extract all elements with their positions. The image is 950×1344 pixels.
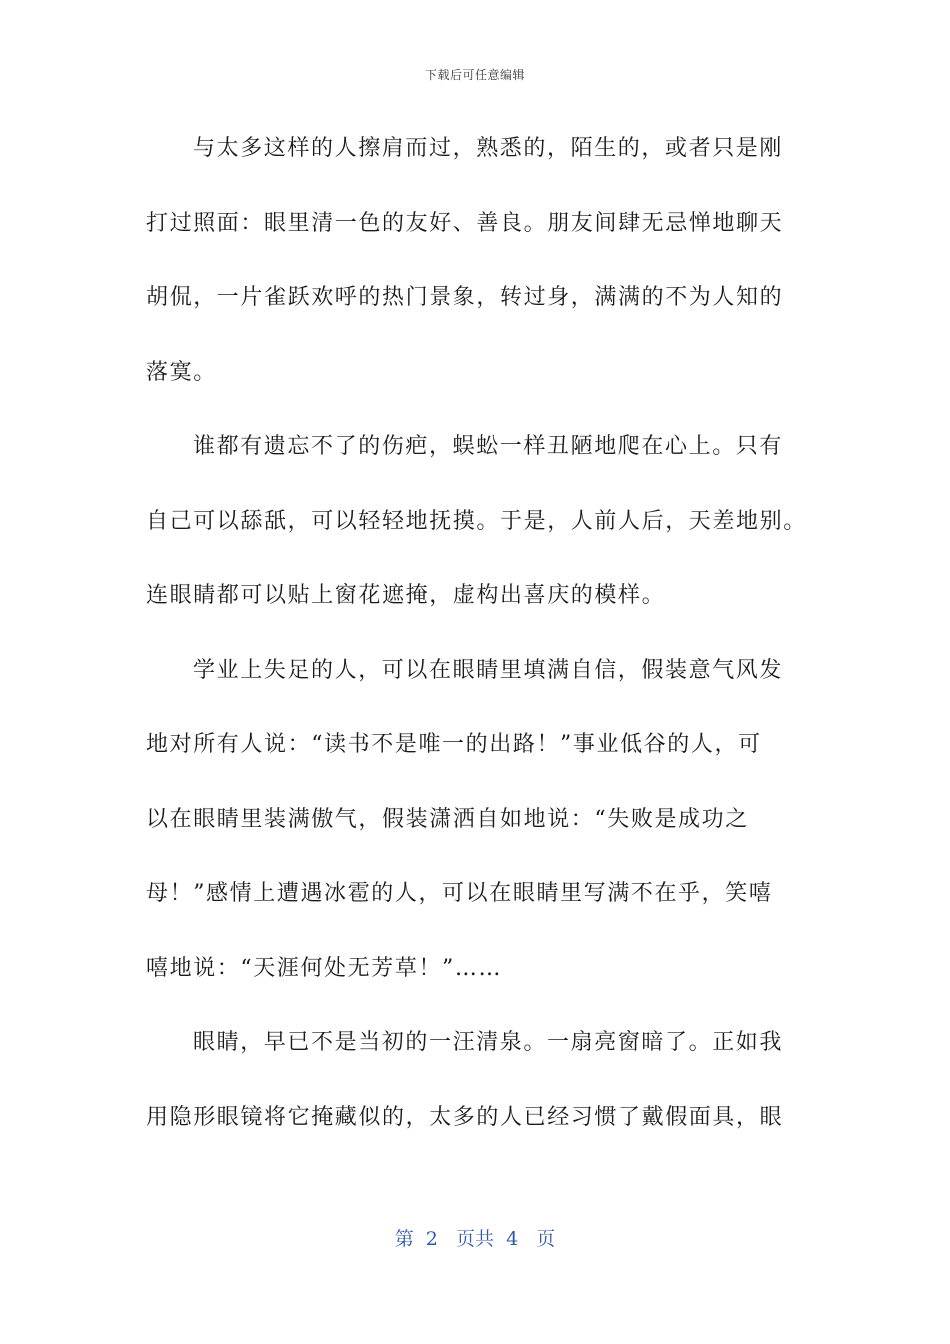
text-line-3: 胡侃，一片雀跃欢呼的热门景象，转过身，满满的不为人知的	[146, 285, 784, 310]
text-line-13: 眼睛，早已不是当初的一汪清泉。一扇亮窗暗了。正如我	[193, 1030, 784, 1055]
text-line-14: 用隐形眼镜将它掩藏似的，太多的人已经习惯了戴假面具，眼	[146, 1104, 784, 1130]
page-number-footer: 第 2 页共 4 页	[394, 1228, 556, 1250]
text-line-10: 以在眼睛里装满傲气，假装潇洒自如地说：“失败是成功之	[146, 806, 749, 832]
text-line-5: 谁都有遗忘不了的伤疤，蜈蚣一样丑陋地爬在心上。只有	[193, 434, 784, 459]
text-line-9: 地对所有人说：“读书不是唯一的出路！”事业低谷的人，可	[146, 732, 762, 757]
text-line-4: 落寞。	[146, 359, 217, 385]
text-line-11: 母！”感情上遭遇冰雹的人，可以在眼睛里写满不在乎，笑嘻	[146, 881, 773, 906]
text-line-6: 自己可以舔舐，可以轻轻地抚摸。于是，人前人后，天差地别。	[146, 508, 807, 534]
text-line-2: 打过照面：眼里清一色的友好、善良。朋友间肆无忌惮地聊天	[146, 210, 784, 236]
text-line-1: 与太多这样的人擦肩而过，熟悉的，陌生的，或者只是刚	[193, 136, 784, 161]
text-line-8: 学业上失足的人，可以在眼睛里填满自信，假装意气风发	[193, 657, 784, 683]
document-body	[146, 112, 806, 1155]
page-header: 下载后可任意编辑	[424, 68, 525, 82]
text-line-7: 连眼睛都可以贴上窗花遮掩，虚构出喜庆的模样。	[146, 583, 666, 608]
text-line-12: 嘻地说：“天涯何处无芳草！”……	[146, 955, 503, 981]
